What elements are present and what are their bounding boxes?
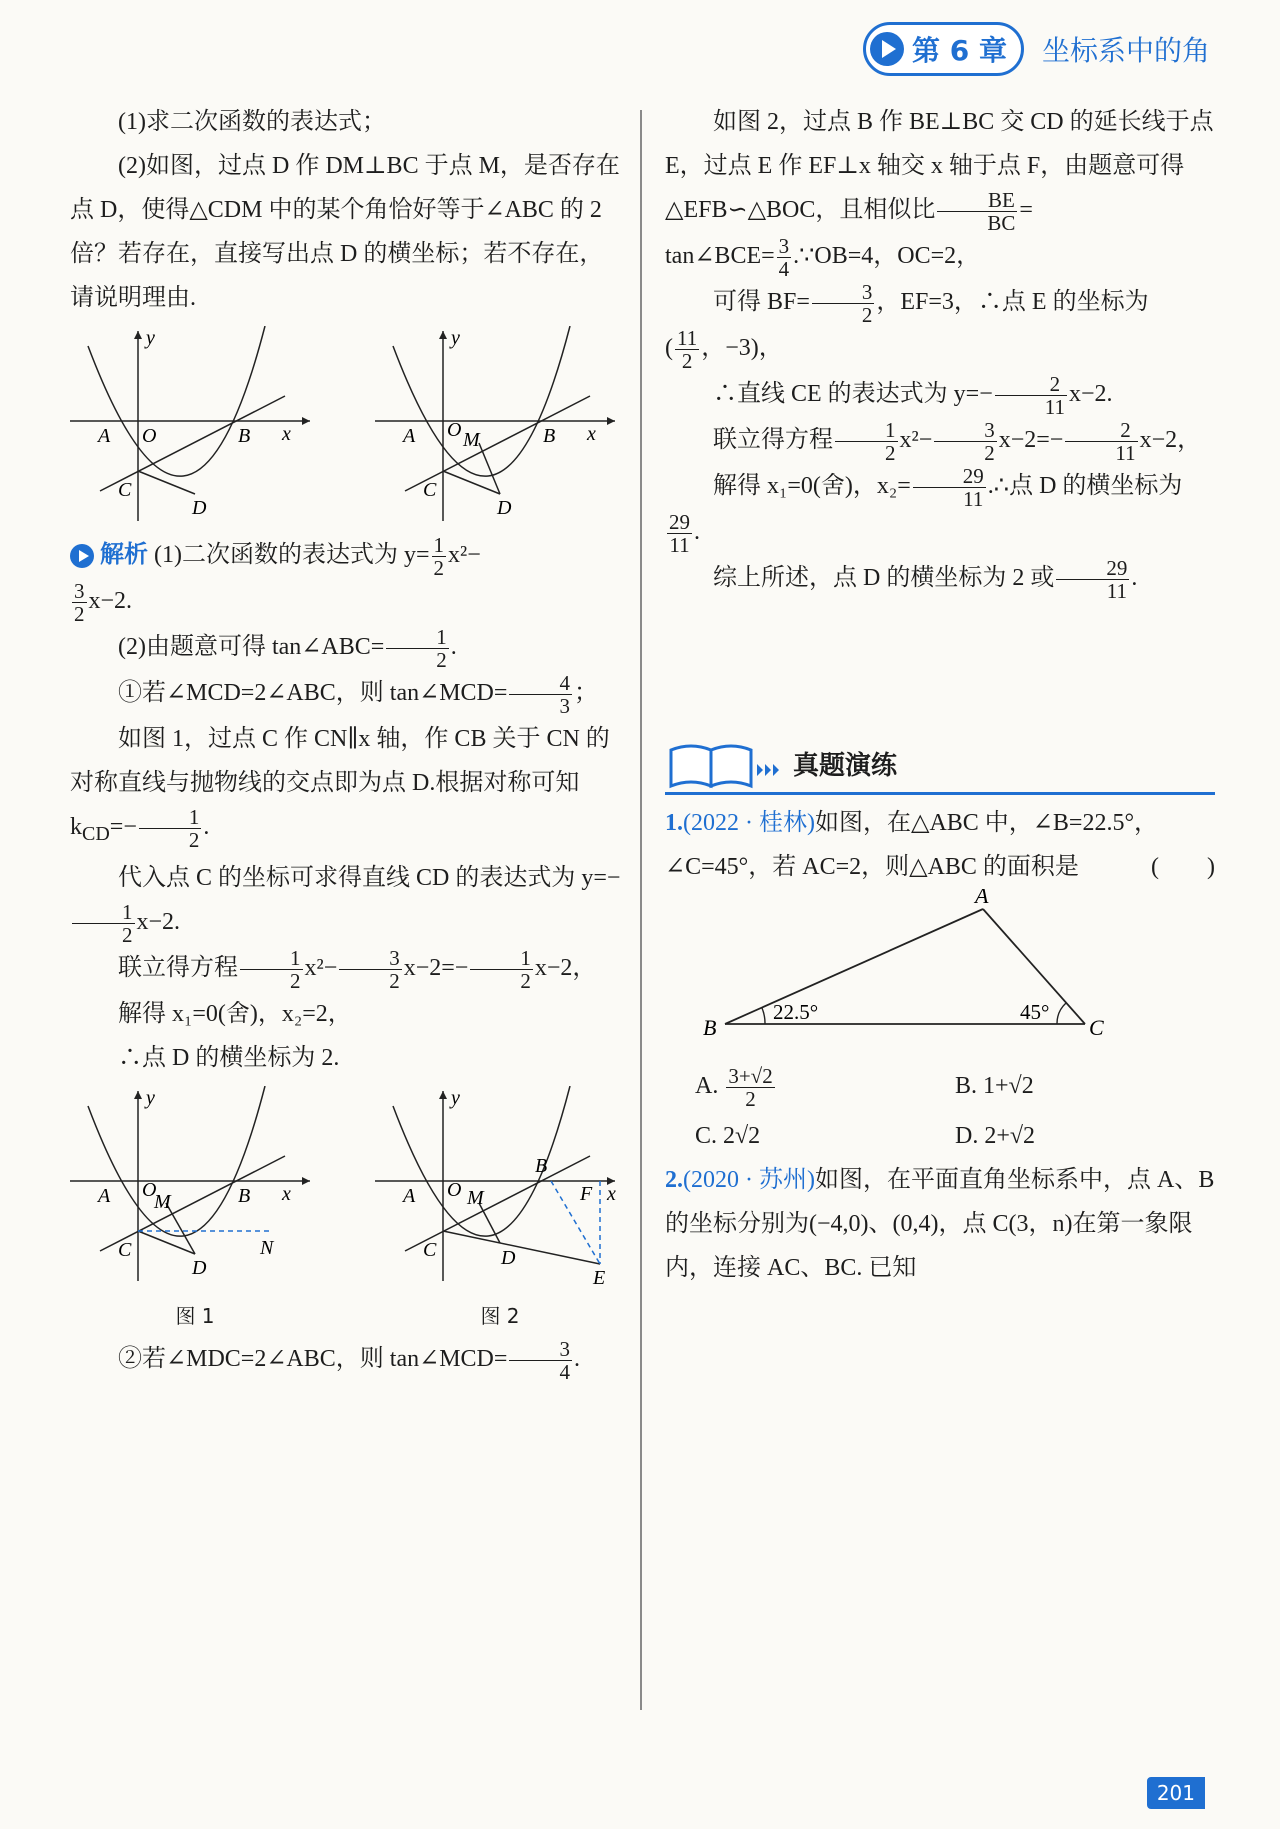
page-number: 201	[1147, 1777, 1205, 1809]
solution-r7: 解得 x₁=0(舍)，x₂= $\frac{29}{11}$ .∴点 D 的横坐标为	[713, 463, 1183, 511]
label-C: C	[423, 1238, 437, 1261]
fraction: $\frac{1}{2}$	[433, 532, 445, 580]
label-x: x	[282, 423, 291, 445]
fraction: $\frac{1}{2}$	[835, 419, 898, 464]
solution-6: 联立得方程 $\frac{1}{2}$ x²− $\frac{3}{2}$ x−2=− $\frac{1}{2}$ x−2，	[118, 945, 597, 993]
label-E: E	[593, 1266, 606, 1286]
fraction: $\frac{3}{2}$	[74, 578, 85, 626]
label-B: B	[238, 425, 251, 447]
fraction: $\frac{3}{2}$	[934, 419, 997, 464]
figure-parabola-a	[70, 326, 320, 526]
label-D: D	[497, 497, 512, 519]
fraction: $\frac{3}{4}$	[778, 233, 790, 281]
section-title: 真题演练	[793, 750, 898, 781]
label-D: D	[501, 1246, 516, 1269]
label-A: A	[403, 425, 416, 447]
fraction: $\frac{BE}{BC}$	[937, 189, 1017, 234]
solution-1: 解析 (1)二次函数的表达式为 y= $\frac{1}{2}$ x²−	[70, 532, 625, 579]
fraction: $\frac{1}{2}$	[240, 947, 303, 992]
option-a: A. $\frac{3+√2}{2}$	[695, 1063, 773, 1111]
label-B: B	[703, 1014, 717, 1040]
label-M: M	[154, 1190, 171, 1213]
label-C: C	[118, 1238, 132, 1261]
fraction: $\frac{1}{2}$	[72, 901, 135, 946]
fraction: $\frac{3}{2}$	[812, 281, 875, 326]
figure-1-caption: 图 1	[175, 1303, 215, 1328]
solution-4: 如图 1，过点 C 作 CN∥x 轴，作 CB 关于 CN 的对称直线与抛物线的交点即为点 D.根据对称可知 $k_{CD}=-$ $\frac{1}{2}$ .	[70, 725, 610, 852]
label-N: N	[260, 1236, 274, 1259]
angle-C-label: 45°	[1020, 999, 1050, 1024]
label-B: B	[543, 425, 556, 447]
label-D: D	[192, 1256, 207, 1279]
label-O: O	[447, 1178, 462, 1201]
label-C: C	[118, 479, 132, 501]
label-A: A	[403, 1184, 416, 1207]
question-part-1: (1)求二次函数的表达式；	[118, 109, 386, 135]
solution-r4: ( $\frac{11}{2}$ ，−3)，	[665, 325, 783, 373]
right-column	[665, 100, 1215, 1290]
solution-r3: 可得 BF= $\frac{3}{2}$ ，EF=3，∴点 E 的坐标为	[713, 279, 1149, 327]
solution-2: (2)由题意可得 tan∠ABC= $\frac{1}{2}$ .	[118, 624, 457, 672]
label-A: A	[98, 1184, 111, 1207]
label-x: x	[607, 1182, 616, 1205]
label-y: y	[451, 327, 460, 349]
option-b: B. 1+√2	[955, 1072, 1034, 1099]
figure-parabola-b	[375, 326, 625, 526]
question-1-options	[665, 1064, 1215, 1158]
chapter-title: 坐标系中的角	[1041, 34, 1210, 67]
label-A: A	[975, 888, 989, 908]
label-x: x	[282, 1182, 291, 1205]
label-B: B	[238, 1184, 251, 1207]
label-M: M	[467, 1186, 484, 1209]
solution-8: ∴点 D 的横坐标为 2.	[118, 1044, 340, 1071]
solution-5: 代入点 C 的坐标可求得直线 CD 的表达式为 y=− $\frac{1}{2}$ x−2.	[70, 856, 625, 946]
question-1: 1.(2022 · 桂林)如图，在△ABC 中，∠B=22.5°，∠C=45°，若 AC=2，则△ABC 的面积是 ( )	[665, 809, 1215, 880]
book-icon	[665, 740, 785, 792]
label-y: y	[451, 1086, 460, 1109]
question-figures	[70, 326, 625, 526]
fraction: $\frac{3}{2}$	[339, 947, 402, 992]
solution-r2: tan∠BCE= $\frac{3}{4}$ .∵OB=4，OC=2，	[665, 233, 981, 281]
solution-r1: 如图 2，过点 B 作 BE⊥BC 交 CD 的延长线于点 E，过点 E 作 EF⊥x 轴交 x 轴于点 F，由题意可得△EFB∽△BOC，且相似比 $\frac{BE}{BC}$ =	[665, 109, 1214, 235]
label-F: F	[580, 1182, 593, 1205]
question-2: 2.(2020 · 苏州)如图，在平面直角坐标系中，点 A、B 的坐标分别为(−4,0)、(0,4)，点 C(3，n)在第一象限内，连接 AC、BC. 已知	[665, 1166, 1215, 1281]
label-D: D	[192, 497, 207, 519]
label-O: O	[142, 1178, 157, 1201]
solution-r7-cont: $\frac{29}{11}$ .	[669, 509, 700, 557]
figure-2	[375, 1086, 625, 1331]
label-C: C	[1089, 1014, 1104, 1040]
label-O: O	[447, 419, 462, 441]
fraction: $\frac{2}{11}$	[995, 373, 1067, 418]
label-A: A	[98, 425, 111, 447]
fraction: $\frac{4}{3}$	[509, 672, 572, 717]
solution-r8: 综上所述，点 D 的横坐标为 2 或 $\frac{29}{11}$ .	[713, 555, 1138, 603]
fraction: $\frac{29}{11}$	[669, 509, 690, 557]
solution-9: ②若∠MDC=2∠ABC，则 tan∠MCD= $\frac{3}{4}$ .	[118, 1336, 580, 1384]
play-icon	[870, 32, 904, 66]
solution-1-cont: $\frac{3}{2}$ x−2.	[74, 578, 133, 626]
chapter-label: 第 6 章	[912, 34, 1007, 67]
fraction: $\frac{29}{11}$	[1056, 557, 1129, 602]
fraction: $\frac{1}{2}$	[386, 626, 449, 671]
play-icon	[70, 544, 94, 568]
option-d: D. 2+√2	[955, 1122, 1036, 1149]
label-M: M	[463, 429, 480, 451]
label-y: y	[146, 327, 155, 349]
option-c: C. 2√2	[695, 1122, 761, 1149]
chapter-header	[863, 22, 1210, 76]
label-B: B	[535, 1154, 548, 1177]
fraction: $\frac{2}{11}$	[1065, 419, 1137, 464]
angle-B-label: 22.5°	[773, 999, 819, 1024]
label-C: C	[423, 479, 437, 501]
fraction: $\frac{1}{2}$	[470, 947, 533, 992]
figure-1	[70, 1086, 320, 1331]
solution-label: 解析	[100, 540, 148, 568]
solution-3: ①若∠MCD=2∠ABC，则 tan∠MCD= $\frac{4}{3}$ ；	[118, 670, 598, 718]
figure-2-caption: 图 2	[480, 1303, 520, 1328]
fraction: $\frac{11}{2}$	[677, 325, 698, 373]
label-y: y	[146, 1086, 155, 1109]
left-column	[70, 100, 625, 1383]
label-O: O	[142, 425, 157, 447]
fraction: $\frac{3+√2}{2}$	[728, 1063, 773, 1111]
solution-r6: 联立得方程 $\frac{1}{2}$ x²− $\frac{3}{2}$ x−2=− $\frac{2}{11}$ x−2，	[713, 417, 1202, 465]
fraction: $\frac{3}{4}$	[509, 1338, 572, 1383]
column-divider	[640, 110, 642, 1710]
solution-7: 解得 x₁=0(舍)，x₂=2，	[118, 1000, 352, 1027]
section-header	[665, 722, 1215, 795]
fraction: $\frac{29}{11}$	[913, 465, 986, 510]
triangle-figure	[665, 889, 1185, 1049]
solution-r5: ∴直线 CE 的表达式为 y=− $\frac{2}{11}$ x−2.	[713, 371, 1113, 419]
fraction: $\frac{1}{2}$	[139, 806, 202, 851]
solution-figures	[70, 1086, 625, 1331]
question-part-2: (2)如图，过点 D 作 DM⊥BC 于点 M，是否存在点 D，使得△CDM 中的某个角恰好等于∠ABC 的 2 倍？若存在，直接写出点 D 的横坐标；若不存在，请说明理由.	[70, 153, 620, 311]
chapter-pill	[863, 22, 1024, 76]
label-x: x	[587, 423, 596, 445]
